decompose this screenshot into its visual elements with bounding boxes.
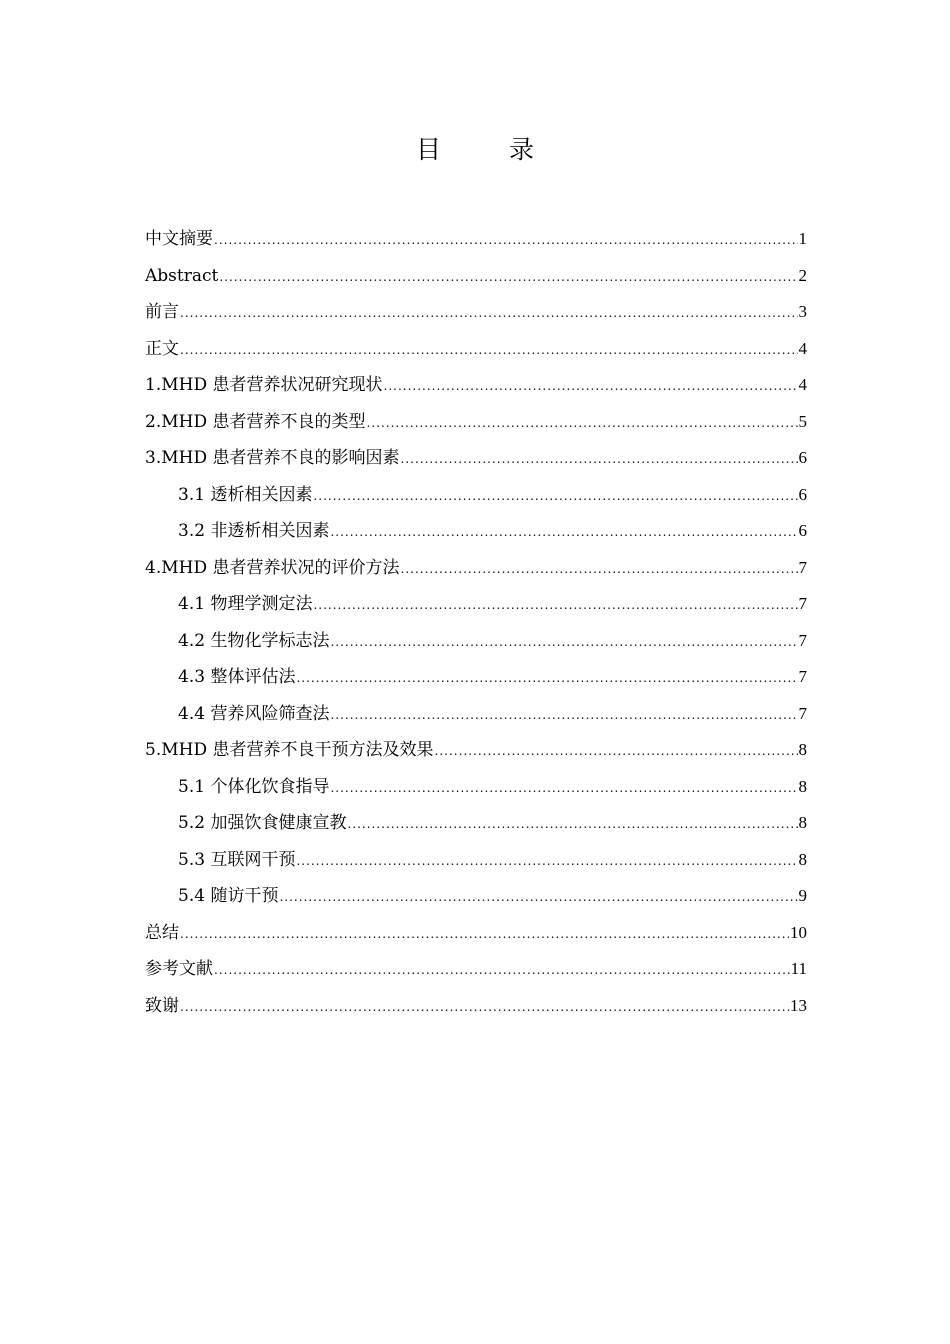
dot-leader — [214, 952, 790, 989]
toc-entry[interactable] — [145, 732, 807, 769]
toc-entry-page-number: 4 — [798, 375, 807, 394]
toc-entry-label: 前言 — [145, 302, 179, 322]
toc-entry-page-number: 4 — [798, 338, 807, 358]
dot-leader — [435, 733, 798, 770]
dot-leader — [279, 879, 797, 916]
toc-entry-page-number: 8 — [798, 740, 807, 759]
toc-entry[interactable] — [145, 440, 807, 477]
toc-entry-page-number: 1 — [798, 229, 807, 248]
dot-leader — [313, 587, 797, 624]
toc-entry-label: 中文摘要 — [145, 229, 213, 249]
dot-leader — [347, 806, 797, 843]
dot-leader — [214, 222, 798, 259]
dot-leader — [330, 514, 797, 551]
toc-entry-page-number: 11 — [790, 959, 807, 978]
dot-leader — [367, 405, 798, 442]
toc-entry[interactable] — [145, 769, 807, 806]
toc-entry[interactable] — [145, 477, 807, 514]
toc-entry-label: 4.3 整体评估法 — [178, 667, 296, 687]
toc-entry[interactable] — [145, 696, 807, 733]
dot-leader — [330, 770, 797, 807]
toc-entry-label: 总结 — [145, 922, 179, 943]
toc-entry[interactable] — [145, 805, 807, 842]
toc-entry[interactable] — [145, 294, 807, 331]
toc-entry-page-number: 8 — [798, 849, 807, 869]
toc-entry-label: 5.2 加强饮食健康宣教 — [178, 813, 347, 833]
toc-entry[interactable] — [145, 513, 807, 550]
toc-entry[interactable] — [145, 915, 807, 952]
toc-entry-label: 3.2 非透析相关因素 — [178, 521, 330, 541]
toc-entry-page-number: 13 — [790, 995, 807, 1015]
toc-entry[interactable] — [145, 404, 807, 441]
toc-entry[interactable] — [145, 367, 807, 404]
toc-entry-label: 5.4 随访干预 — [178, 886, 279, 906]
dot-leader — [313, 478, 797, 515]
toc-entry[interactable] — [145, 878, 807, 915]
toc-entry-label: 4.4 营养风险筛查法 — [178, 703, 330, 724]
toc-entry-label: 3.1 透析相关因素 — [178, 484, 313, 505]
dot-leader — [180, 989, 789, 1026]
toc-entry[interactable] — [145, 988, 807, 1025]
page-title: 目 录 — [416, 135, 564, 164]
toc-entry-page-number: 8 — [798, 776, 807, 796]
toc-entry-page-number: 10 — [790, 922, 807, 942]
table-of-contents — [145, 221, 807, 1024]
dot-leader — [384, 368, 798, 405]
toc-entry-label: 4.2 生物化学标志法 — [178, 630, 330, 651]
toc-entry-page-number: 3 — [798, 302, 807, 321]
toc-entry[interactable] — [145, 221, 807, 258]
toc-entry-page-number: 7 — [798, 594, 807, 613]
toc-entry[interactable] — [145, 586, 807, 623]
toc-entry-label: 5.3 互联网干预 — [178, 849, 296, 870]
dot-leader — [180, 332, 798, 369]
toc-entry-page-number: 6 — [798, 448, 807, 467]
toc-entry[interactable] — [145, 258, 807, 295]
dot-leader — [401, 441, 798, 478]
toc-entry-label: 1.MHD 患者营养状况研究现状 — [145, 375, 383, 395]
toc-entry-label: 4.1 物理学测定法 — [178, 594, 313, 614]
toc-entry-label: Abstract — [145, 265, 219, 286]
toc-entry-label: 参考文献 — [145, 959, 213, 979]
toc-entry-label: 正文 — [145, 338, 179, 359]
toc-entry-label: 致谢 — [145, 995, 179, 1016]
toc-entry-page-number: 6 — [798, 484, 807, 504]
dot-leader — [330, 624, 797, 661]
dot-leader — [219, 259, 797, 296]
toc-entry-page-number: 9 — [798, 886, 807, 905]
toc-entry-page-number: 6 — [798, 521, 807, 540]
dot-leader — [296, 843, 797, 880]
toc-entry-page-number: 7 — [798, 557, 807, 577]
toc-entry[interactable] — [145, 659, 807, 696]
dot-leader — [180, 916, 789, 953]
toc-entry[interactable] — [145, 623, 807, 660]
toc-entry-label: 4.MHD 患者营养状况的评价方法 — [145, 557, 400, 578]
toc-entry-page-number: 2 — [798, 265, 807, 285]
toc-entry-page-number: 5 — [798, 411, 807, 431]
toc-entry[interactable] — [145, 550, 807, 587]
toc-entry[interactable] — [145, 331, 807, 368]
toc-entry-label: 5.MHD 患者营养不良干预方法及效果 — [145, 740, 434, 760]
toc-entry-label: 5.1 个体化饮食指导 — [178, 776, 330, 797]
toc-entry-page-number: 7 — [798, 703, 807, 723]
dot-leader — [330, 697, 797, 734]
dot-leader — [296, 660, 797, 697]
toc-entry-page-number: 8 — [798, 813, 807, 832]
toc-entry-label: 3.MHD 患者营养不良的影响因素 — [145, 448, 400, 468]
toc-entry-page-number: 7 — [798, 667, 807, 686]
toc-entry[interactable] — [145, 842, 807, 879]
toc-entry-label: 2.MHD 患者营养不良的类型 — [145, 411, 366, 432]
dot-leader — [180, 295, 798, 332]
toc-entry-page-number: 7 — [798, 630, 807, 650]
toc-entry[interactable] — [145, 951, 807, 988]
dot-leader — [401, 551, 798, 588]
